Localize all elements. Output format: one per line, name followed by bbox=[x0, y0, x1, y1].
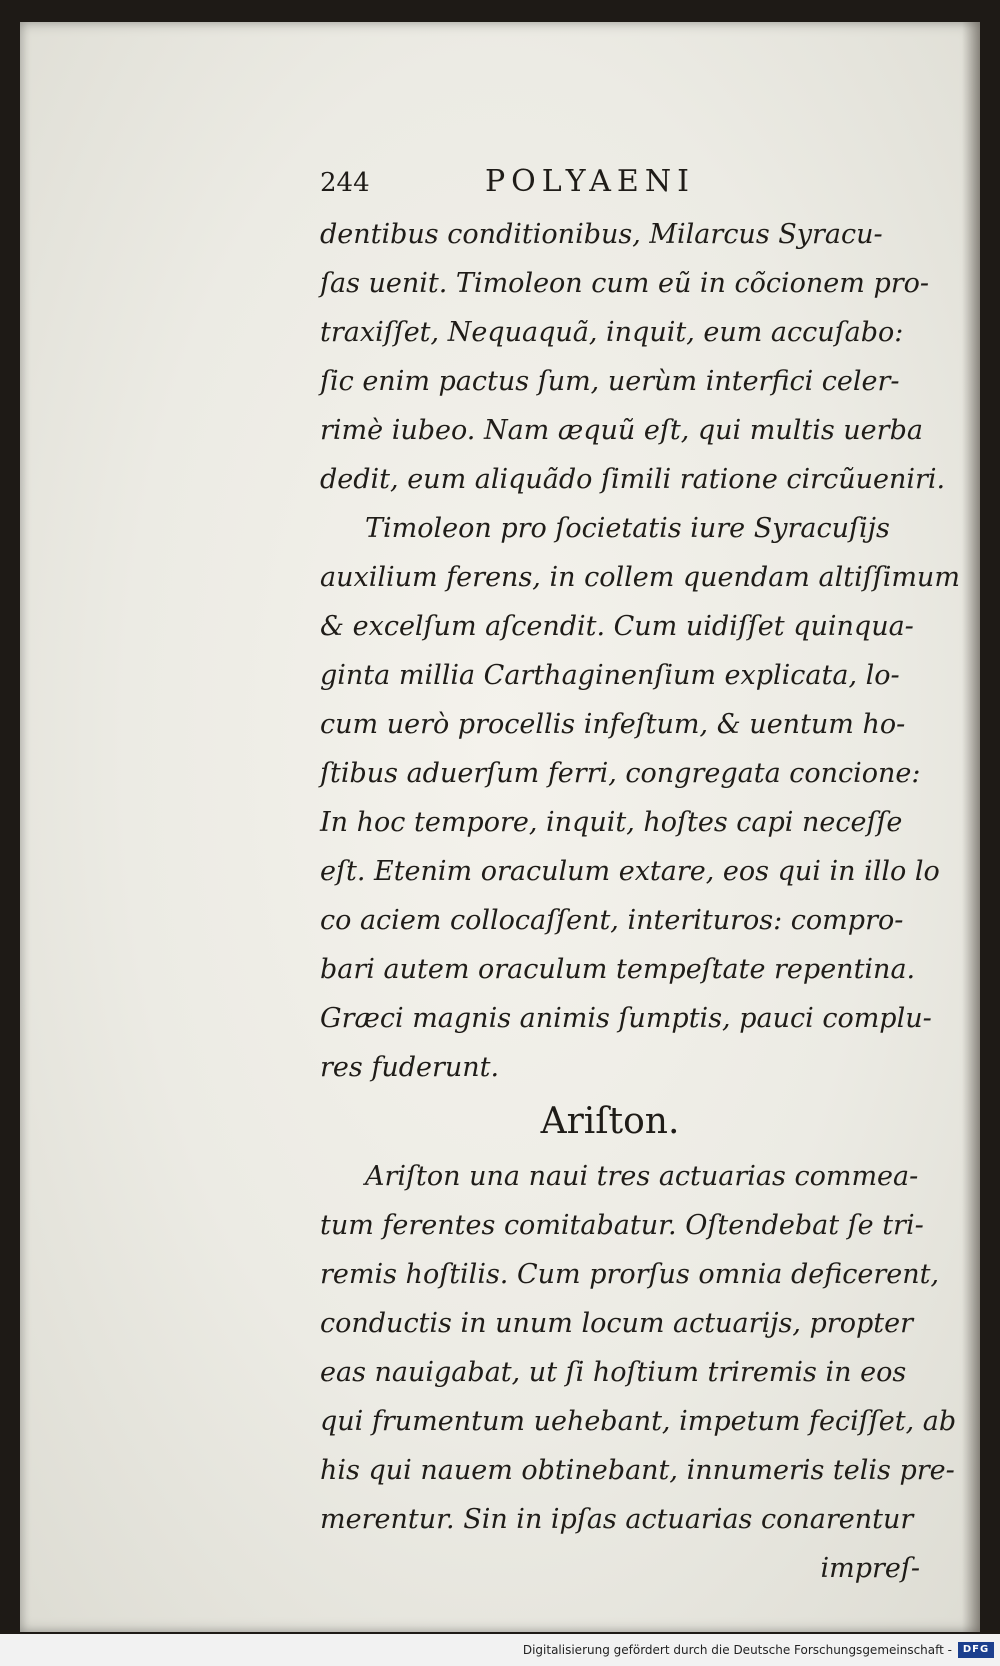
text-line: Ariſton una naui tres actuarias commea- bbox=[365, 1161, 919, 1192]
text-line: Timoleon pro ſocietatis iure Syracuſijs bbox=[365, 513, 890, 544]
running-title: POLYAENI bbox=[485, 164, 695, 199]
book-page bbox=[20, 22, 980, 1632]
text-line: co aciem collocaſſent, interituros: compro- bbox=[320, 905, 904, 936]
catchword: impreſ- bbox=[820, 1553, 920, 1584]
text-line: ginta millia Carthaginenſium explicata, lo- bbox=[320, 660, 900, 691]
dfg-logo-icon: DFG bbox=[958, 1642, 994, 1658]
text-line: bari autem oraculum tempeſtate repentina. bbox=[320, 954, 916, 985]
text-line: conductis in unum locum actuarijs, propter bbox=[320, 1308, 913, 1339]
funding-credit: Digitalisierung gefördert durch die Deutsche Forschungsgemeinschaft - bbox=[522, 1643, 952, 1657]
text-line: remis hoſtilis. Cum prorſus omnia deficerent, bbox=[320, 1259, 940, 1290]
page-number: 244 bbox=[320, 168, 370, 198]
text-line: tum ferentes comitabatur. Oſtendebat ſe tri- bbox=[320, 1210, 924, 1241]
text-line: rimè iubeo. Nam æquũ eſt, qui multis uerba bbox=[320, 415, 923, 446]
text-line: his qui nauem obtinebant, innumeris telis pre- bbox=[320, 1455, 955, 1486]
footer-bar bbox=[0, 1634, 1000, 1666]
text-line: ſas uenit. Timoleon cum eũ in cõcionem pro- bbox=[320, 268, 930, 299]
text-line: Græci magnis animis ſumptis, pauci complu- bbox=[320, 1003, 932, 1034]
text-block bbox=[320, 162, 960, 1593]
text-line: eas nauigabat, ut ſi hoſtium triremis in eos bbox=[320, 1357, 907, 1388]
paragraph-2 bbox=[320, 504, 960, 1092]
text-line: In hoc tempore, inquit, hoſtes capi neceſſe bbox=[320, 807, 903, 838]
section-heading: Ariſton. bbox=[540, 1101, 680, 1142]
text-line: eſt. Etenim oraculum extare, eos qui in illo lo bbox=[320, 856, 940, 887]
text-line: cum uerò procellis infeſtum, & uentum ho- bbox=[320, 709, 906, 740]
running-head bbox=[320, 162, 940, 210]
text-line: auxilium ferens, in collem quendam altiſſimum bbox=[320, 562, 960, 593]
text-line: ſic enim pactus ſum, uerùm interfici celer- bbox=[320, 366, 900, 397]
text-line: qui frumentum uehebant, impetum feciſſet, ab bbox=[320, 1406, 957, 1437]
text-line: & excelſum aſcendit. Cum uidiſſet quinqua- bbox=[320, 611, 914, 642]
text-line: res fuderunt. bbox=[320, 1052, 500, 1083]
text-line: traxiſſet, Nequaquã, inquit, eum accuſabo: bbox=[320, 317, 904, 348]
page-edge-shadow bbox=[962, 22, 980, 1632]
paragraph-3 bbox=[320, 1152, 957, 1544]
text-line: dedit, eum aliquãdo ſimili ratione circũueniri. bbox=[320, 464, 946, 495]
text-line: dentibus conditionibus, Milarcus Syracu- bbox=[320, 219, 883, 250]
text-line: merentur. Sin in ipſas actuarias conarentur bbox=[320, 1504, 914, 1535]
paragraph-1 bbox=[320, 210, 946, 504]
text-line: ſtibus aduerſum ferri, congregata concione: bbox=[320, 758, 921, 789]
